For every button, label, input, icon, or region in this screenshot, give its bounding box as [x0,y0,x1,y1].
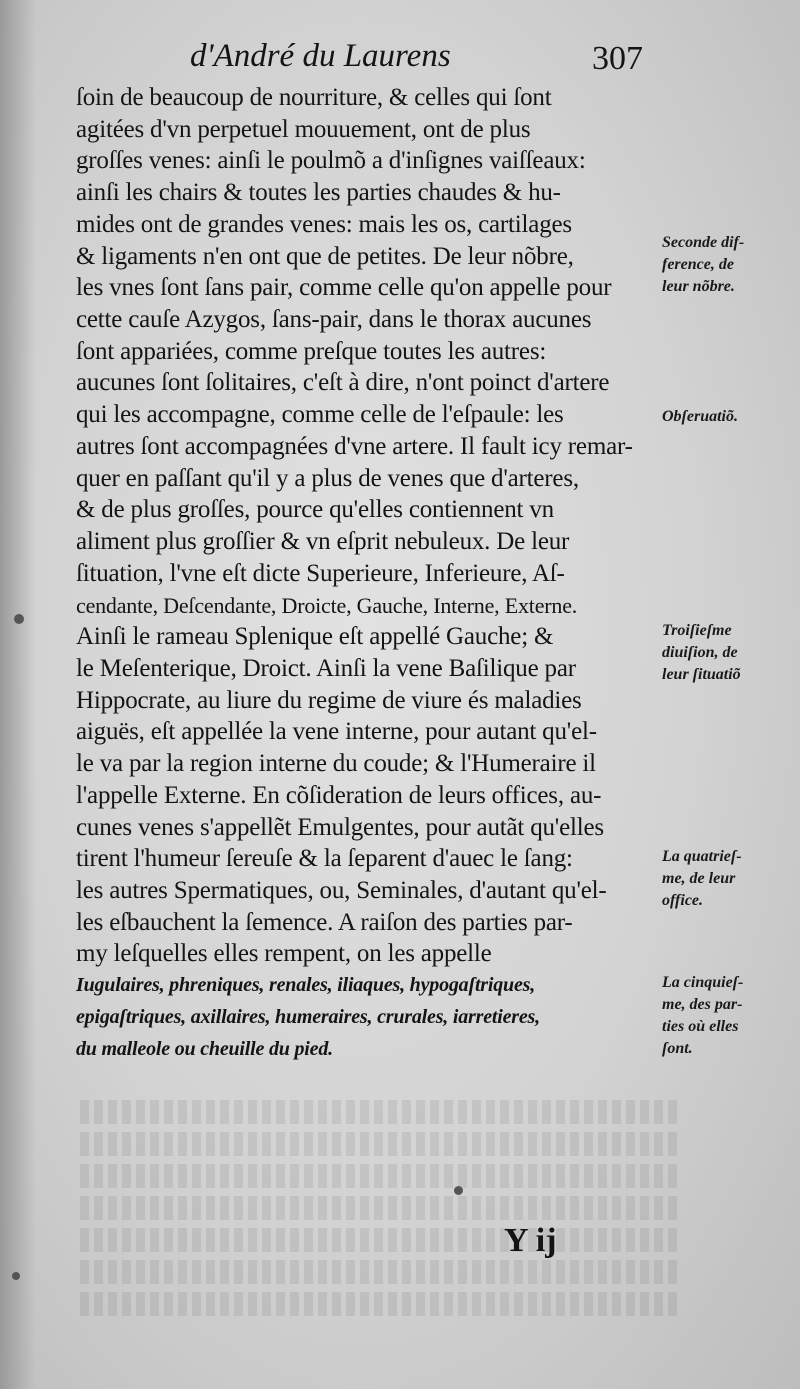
margin-note-line: La cinquieſ- [662,974,744,991]
margin-note-fourth-difference [662,846,798,912]
text-line: mides ont de grandes venes: mais les os, cartilages [76,210,572,238]
margin-note-line: ties où elles [662,1018,739,1035]
ink-speck [14,614,24,624]
text-line: tirent l'humeur ſereuſe & la ſeparent d'auec le ſang: [76,845,573,873]
margin-note-line: ference, de [662,256,734,273]
margin-note-line: La quatrieſ- [662,848,742,865]
signature-mark: Y ij [504,1222,557,1259]
text-line: l'appelle Externe. En cõſideration de leurs offices, au- [76,781,602,809]
ink-speck [454,1186,463,1195]
margin-note-line: diuiſion, de [662,644,738,661]
text-line: groſſes venes: ainſi le poulmõ a d'inſignes vaiſſeaux: [76,147,586,175]
margin-note-line: ſont. [662,1040,693,1057]
running-title: d'André du Laurens [190,38,451,74]
text-line: ſont appariées, comme preſque toutes les autres: [76,337,547,365]
text-line: ſituation, l'vne eſt dicte Superieure, Inferieure, Aſ- [76,559,565,587]
text-line: Hippocrate, au liure du regime de viure és maladies [76,686,582,714]
text-line: epigaſtriques, axillaires, humeraires, crurales, iarretieres, [76,1005,540,1028]
text-line: les autres Spermatiques, ou, Seminales, d'autant qu'el- [76,876,607,904]
margin-note-line: me, des par- [662,996,743,1013]
margin-note-line: office. [662,892,704,909]
text-line: & ligaments n'en ont que de petites. De leur nõbre, [76,242,574,270]
text-line: le va par la region interne du coude; & l'Humeraire il [76,750,596,778]
text-line: aliment plus groſſier & vn eſprit nebuleux. De leur [76,528,570,556]
margin-note-observation [662,406,798,428]
bleed-through-texture [80,1100,680,1360]
text-line: autres ſont accompagnées d'vne artere. Il fault icy remar- [76,432,633,460]
text-line: les eſbauchent la ſemence. A raiſon des parties par- [76,908,573,936]
text-line: my leſquelles elles rempent, on les appelle [76,940,492,968]
binding-shadow [0,0,36,1389]
text-line: du malleole ou cheuille du pied. [76,1037,333,1060]
margin-note-fifth-difference [662,972,798,1060]
margin-note-second-difference [662,232,798,298]
text-line: cendante, Deſcendante, Droicte, Gauche, Interne, Externe. [76,592,578,618]
text-line: cette cauſe Azygos, ſans-pair, dans le thorax aucunes [76,306,592,334]
text-line: aucunes ſont ſolitaires, c'eſt à dire, n'ont poinct d'artere [76,369,610,397]
text-line: les vnes ſont ſans pair, comme celle qu'on appelle pour [76,274,612,302]
text-line: ainſi les chairs & toutes les parties chaudes & hu- [76,179,561,207]
margin-note-line: Seconde dif- [662,234,745,251]
page-header [0,38,800,88]
margin-note-line: leur ſituatiõ [662,666,741,683]
text-line: Ainſi le rameau Splenique eſt appellé Gauche; & [76,623,554,651]
body-text [76,82,664,1065]
text-line: cunes venes s'appellẽt Emulgentes, pour autãt qu'elles [76,813,604,841]
text-line: agitées d'vn perpetuel mouuement, ont de plus [76,115,531,143]
text-line: aiguës, eſt appellée la vene interne, pour autant qu'el- [76,718,597,746]
text-line: Iugulaires, phreniques, renales, iliaques, hypogaſtriques, [76,974,536,997]
margin-note-line: leur nõbre. [662,278,735,295]
margin-note-line: Troiſieſme [662,622,732,639]
text-line: ſoin de beaucoup de nourriture, & celles qui ſont [76,84,552,111]
page-number: 307 [592,40,643,77]
text-line: quer en paſſant qu'il y a plus de venes que d'arteres, [76,464,579,492]
margin-note-line: me, de leur [662,870,736,887]
text-line: le Meſenterique, Droict. Ainſi la vene Baſilique par [76,654,576,682]
text-line: & de plus groſſes, pource qu'elles contiennent vn [76,496,554,524]
margin-note-line: Obſeruatiõ. [662,408,738,425]
margin-note-third-division [662,620,798,686]
text-line: qui les accompagne, comme celle de l'eſpaule: les [76,401,564,429]
ink-speck [12,1272,20,1280]
